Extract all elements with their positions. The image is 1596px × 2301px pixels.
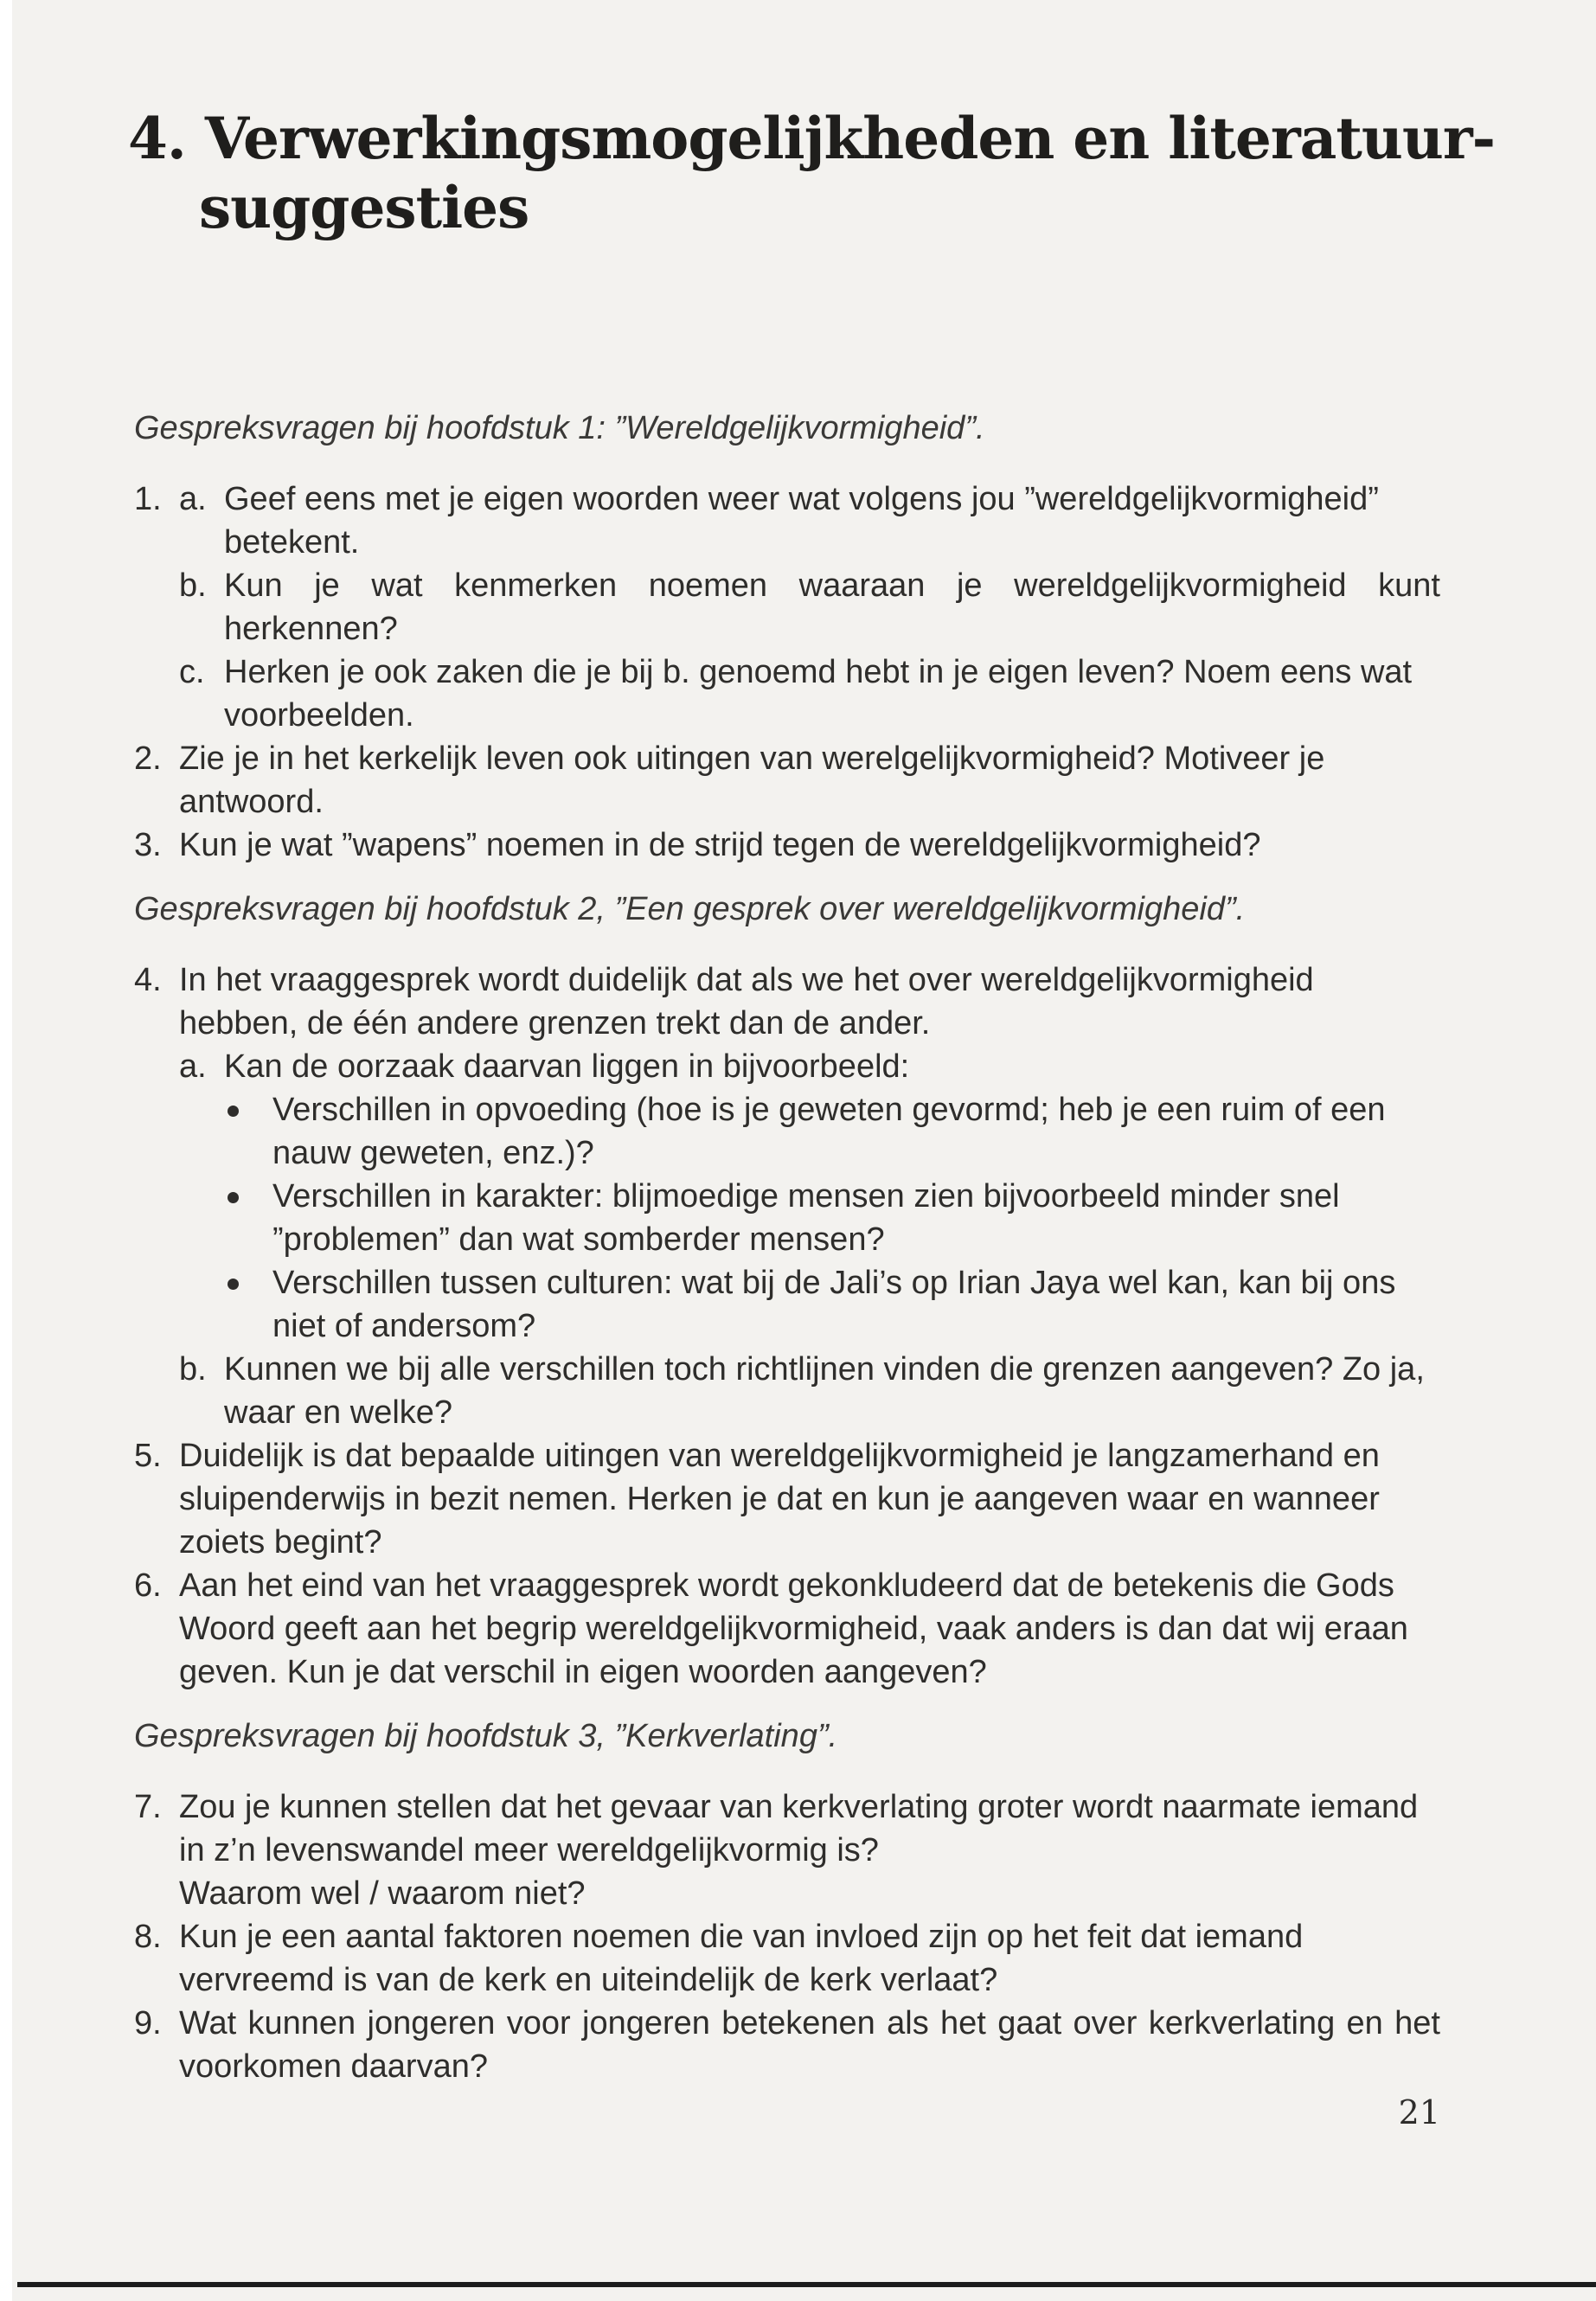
sub-question-1a: [179, 478, 1440, 564]
sub-text: Kunnen we bij alle verschillen toch richtlijnen vinden die grenzen aangeven? Zo ja, waar en welke?: [224, 1351, 1425, 1431]
sub-question-4a: [179, 1045, 1440, 1348]
bullet-icon: [228, 1279, 239, 1290]
question-number: 8.: [134, 1919, 162, 1955]
question-text: Duidelijk is dat bepaalde uitingen van wereldgelijkvormigheid je langzamerhand en sluipenderwijs in bezit nemen. Herken je dat en kun je aangeven waar en wanneer zoiets begint?: [179, 1438, 1380, 1561]
sub-letter: b.: [179, 567, 207, 604]
title-line-2: suggesties: [199, 174, 529, 241]
question-9: [134, 2002, 1440, 2088]
question-2: [134, 737, 1440, 824]
question-number: 6.: [134, 1567, 162, 1604]
question-text: Zou je kunnen stellen dat het gevaar van kerkverlating groter wordt naarmate iemand in z’n levenswandel meer wereldgelijkvormig is?: [179, 1789, 1419, 1868]
question-number: 7.: [134, 1789, 162, 1825]
question-number: 1.: [134, 481, 162, 517]
section-heading-1: Gespreksvragen bij hoofdstuk 1: ”Wereldgelijkvormigheid”.: [134, 410, 985, 446]
question-number: 9.: [134, 2005, 162, 2041]
bullet-icon: [228, 1192, 239, 1203]
question-6: [134, 1564, 1440, 1694]
question-number: 2.: [134, 740, 162, 777]
question-text: Aan het eind van het vraaggesprek wordt gekonkludeerd dat de betekenis die Gods Woord geeft aan het begrip wereldgelijkvormigheid, vaak anders is dan dat wij eraan geven. Kun je dat verschil in eigen woorden aangeven?: [179, 1567, 1408, 1690]
sub-question-1c: [179, 651, 1440, 737]
content: [134, 407, 1440, 2088]
question-text: Kun je wat ”wapens” noemen in de strijd tegen de wereldgelijkvormigheid?: [179, 827, 1261, 863]
question-number: 3.: [134, 827, 162, 863]
question-text: Wat kunnen jongeren voor jongeren betekenen als het gaat over kerkverlating en het voorkomen daarvan?: [179, 2005, 1440, 2085]
sub-text: Kun je wat kenmerken noemen waaraan je wereldgelijkvormigheid kunt herkennen?: [224, 567, 1440, 647]
page-number: 21: [1398, 2093, 1440, 2131]
sub-question-4b: [179, 1348, 1440, 1434]
bottom-edge: [17, 2282, 1596, 2287]
question-7: [134, 1785, 1440, 1915]
page-title: [128, 104, 1512, 242]
sub-letter: a.: [179, 1048, 207, 1085]
bullet-2: [224, 1175, 1440, 1261]
bullet-text: Verschillen in karakter: blijmoedige mensen zien bijvoorbeeld minder snel ”problemen” dan wat somberder mensen?: [272, 1178, 1340, 1258]
question-5: [134, 1434, 1440, 1564]
bullet-3: [224, 1261, 1440, 1348]
page-edge: [0, 0, 12, 2301]
sub-text: Herken je ook zaken die je bij b. genoemd hebt in je eigen leven? Noem eens wat voorbeelden.: [224, 654, 1413, 734]
question-3: [134, 824, 1440, 867]
question-4: [134, 958, 1440, 1434]
title-line-1: 4. Verwerkingsmogelijkheden en literatuur-: [128, 105, 1496, 172]
question-8: [134, 1915, 1440, 2002]
question-text: Zie je in het kerkelijk leven ook uitingen van werelgelijkvormigheid? Motiveer je antwoord.: [179, 740, 1325, 820]
bullet-text: Verschillen in opvoeding (hoe is je geweten gevormd; heb je een ruim of een nauw geweten, enz.)?: [272, 1092, 1386, 1171]
bullet-1: [224, 1088, 1440, 1175]
question-1: [134, 478, 1440, 737]
sub-question-1b: [179, 564, 1440, 651]
sub-text: Geef eens met je eigen woorden weer wat volgens jou ”wereldgelijkvormigheid” betekent.: [224, 481, 1379, 561]
question-text: Kun je een aantal faktoren noemen die van invloed zijn op het feit dat iemand vervreemd is van de kerk en uiteindelijk de kerk verlaat?: [179, 1919, 1304, 1998]
question-number: 4.: [134, 962, 162, 998]
question-followup: Waarom wel / waarom niet?: [179, 1875, 586, 1912]
sub-letter: c.: [179, 654, 205, 690]
section-heading-2: Gespreksvragen bij hoofdstuk 2, ”Een gesprek over wereldgelijkvormigheid”.: [134, 891, 1246, 927]
question-text: In het vraaggesprek wordt duidelijk dat als we het over wereldgelijkvormigheid hebben, de één andere grenzen trekt dan de ander.: [179, 962, 1314, 1042]
bullet-text: Verschillen tussen culturen: wat bij de Jali’s op Irian Jaya wel kan, kan bij ons niet of andersom?: [272, 1265, 1396, 1344]
question-number: 5.: [134, 1438, 162, 1474]
sub-text: Kan de oorzaak daarvan liggen in bijvoorbeeld:: [224, 1048, 910, 1085]
section-heading-3: Gespreksvragen bij hoofdstuk 3, ”Kerkverlating”.: [134, 1718, 838, 1754]
sub-letter: a.: [179, 481, 207, 517]
sub-letter: b.: [179, 1351, 207, 1388]
bullet-icon: [228, 1106, 239, 1117]
